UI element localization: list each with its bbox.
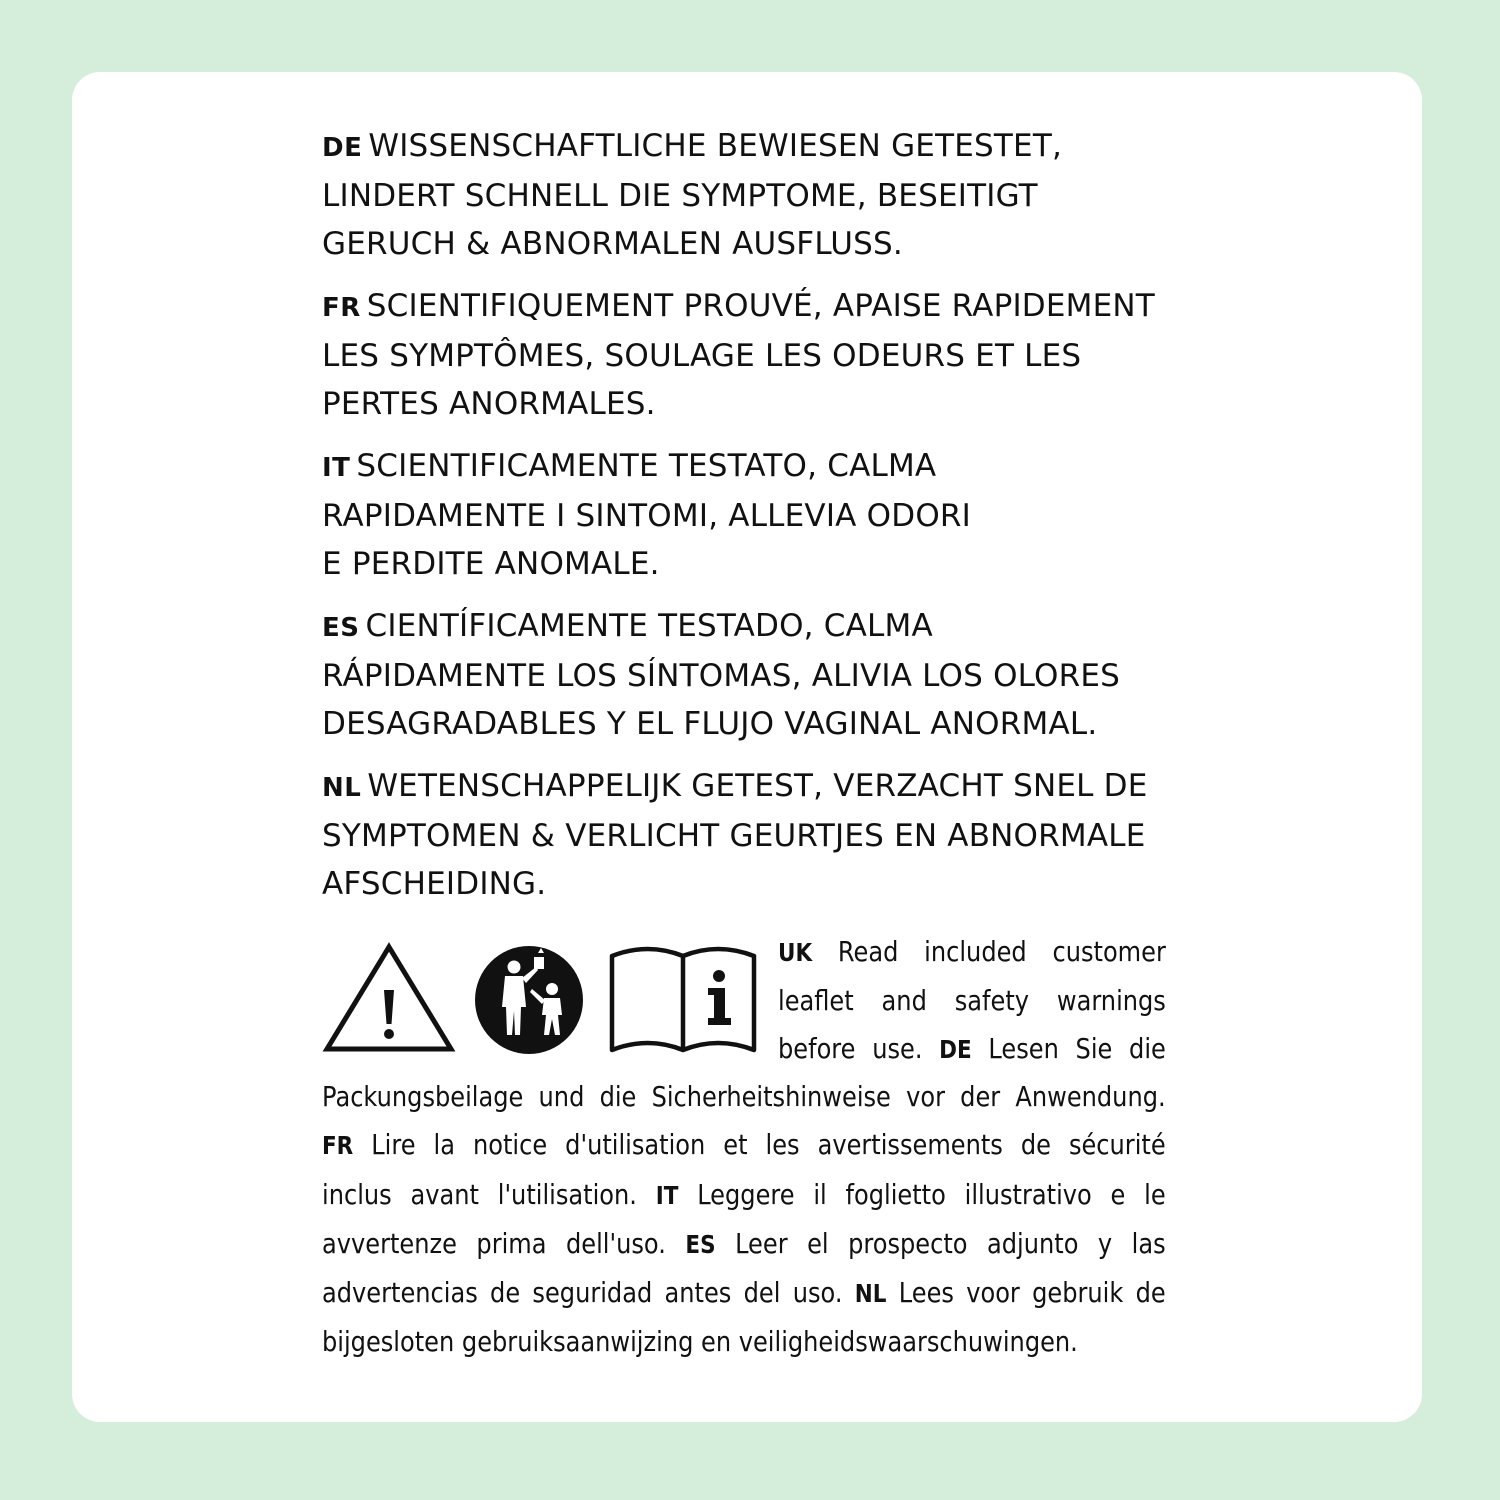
claim-line: DESAGRADABLES Y EL FLUJO VAGINAL ANORMAL. — [322, 706, 1098, 742]
warning-text: advertencias de seguridad antes del uso. — [322, 1276, 843, 1310]
claim-it — [322, 442, 1192, 588]
language-code: IT — [322, 453, 351, 483]
warning-text: Lire la notice d'utilisation et les avertissements de sécurité — [371, 1128, 1166, 1162]
warning-text-body — [322, 1073, 1166, 1367]
warning-text: Read included customer — [837, 935, 1166, 968]
claim-es — [322, 602, 1192, 748]
warning-text: bijgesloten gebruiksaanwijzing en veiligheidswaarschuwingen. — [322, 1325, 1078, 1359]
product-claims — [322, 122, 1192, 922]
claim-nl — [322, 762, 1192, 908]
warning-text: leaflet and safety warnings — [778, 984, 1166, 1017]
claim-line: WETENSCHAPPELIJK GETEST, VERZACHT SNEL DE — [367, 768, 1148, 804]
language-code: FR — [322, 293, 361, 323]
warning-text: Lesen Sie die — [988, 1032, 1166, 1065]
claim-line: WISSENSCHAFTLICHE BEWIESEN GETESTET, — [368, 128, 1063, 164]
claim-de — [322, 122, 1192, 268]
claim-line: CIENTÍFICAMENTE TESTADO, CALMA — [365, 608, 933, 644]
warning-text: inclus avant l'utilisation. — [322, 1177, 637, 1211]
language-code: DE — [322, 133, 363, 163]
language-code: ES — [322, 613, 360, 643]
language-code: NL — [322, 773, 362, 803]
language-code: UK — [778, 938, 813, 967]
language-code: ES — [685, 1229, 716, 1259]
keep-out-of-reach-of-children-icon — [474, 945, 584, 1055]
claim-line: LES SYMPTÔMES, SOULAGE LES ODEURS ET LES — [322, 338, 1082, 374]
language-code: IT — [655, 1180, 679, 1210]
warning-text: Packungsbeilage und die Sicherheitshinweise vor der Anwendung. — [322, 1080, 1166, 1113]
read-leaflet-info-icon — [608, 940, 758, 1055]
claim-line: AFSCHEIDING. — [322, 866, 547, 902]
warning-text: avvertenze prima dell'uso. — [322, 1226, 666, 1260]
claim-line: GERUCH & ABNORMALEN AUSFLUSS. — [322, 226, 903, 262]
language-code: NL — [854, 1279, 887, 1309]
warning-triangle-icon — [322, 942, 456, 1054]
warning-text: Leer el prospecto adjunto y las — [735, 1226, 1166, 1260]
claim-line: SCIENTIFIQUEMENT PROUVÉ, APAISE RAPIDEMENT — [366, 288, 1155, 324]
claim-line: SCIENTIFICAMENTE TESTATO, CALMA — [356, 448, 937, 484]
claim-line: LINDERT SCHNELL DIE SYMPTOME, BESEITIGT — [322, 178, 1038, 214]
language-code: DE — [939, 1035, 972, 1064]
warning-text: Leggere il foglietto illustrativo e le — [697, 1177, 1166, 1211]
claim-line: PERTES ANORMALES. — [322, 386, 656, 422]
claim-line: RAPIDAMENTE I SINTOMI, ALLEVIA ODORI — [322, 498, 971, 534]
claim-line: RÁPIDAMENTE LOS SÍNTOMAS, ALIVIA LOS OLORES — [322, 658, 1121, 694]
claim-line: E PERDITE ANOMALE. — [322, 546, 660, 582]
warning-text-top — [778, 928, 1166, 1074]
warning-text: Lees voor gebruik de — [898, 1276, 1166, 1310]
claim-fr — [322, 282, 1192, 428]
warning-text: before use. — [778, 1032, 923, 1065]
claim-line: SYMPTOMEN & VERLICHT GEURTJES EN ABNORMALE — [322, 818, 1146, 854]
language-code: FR — [322, 1131, 354, 1161]
